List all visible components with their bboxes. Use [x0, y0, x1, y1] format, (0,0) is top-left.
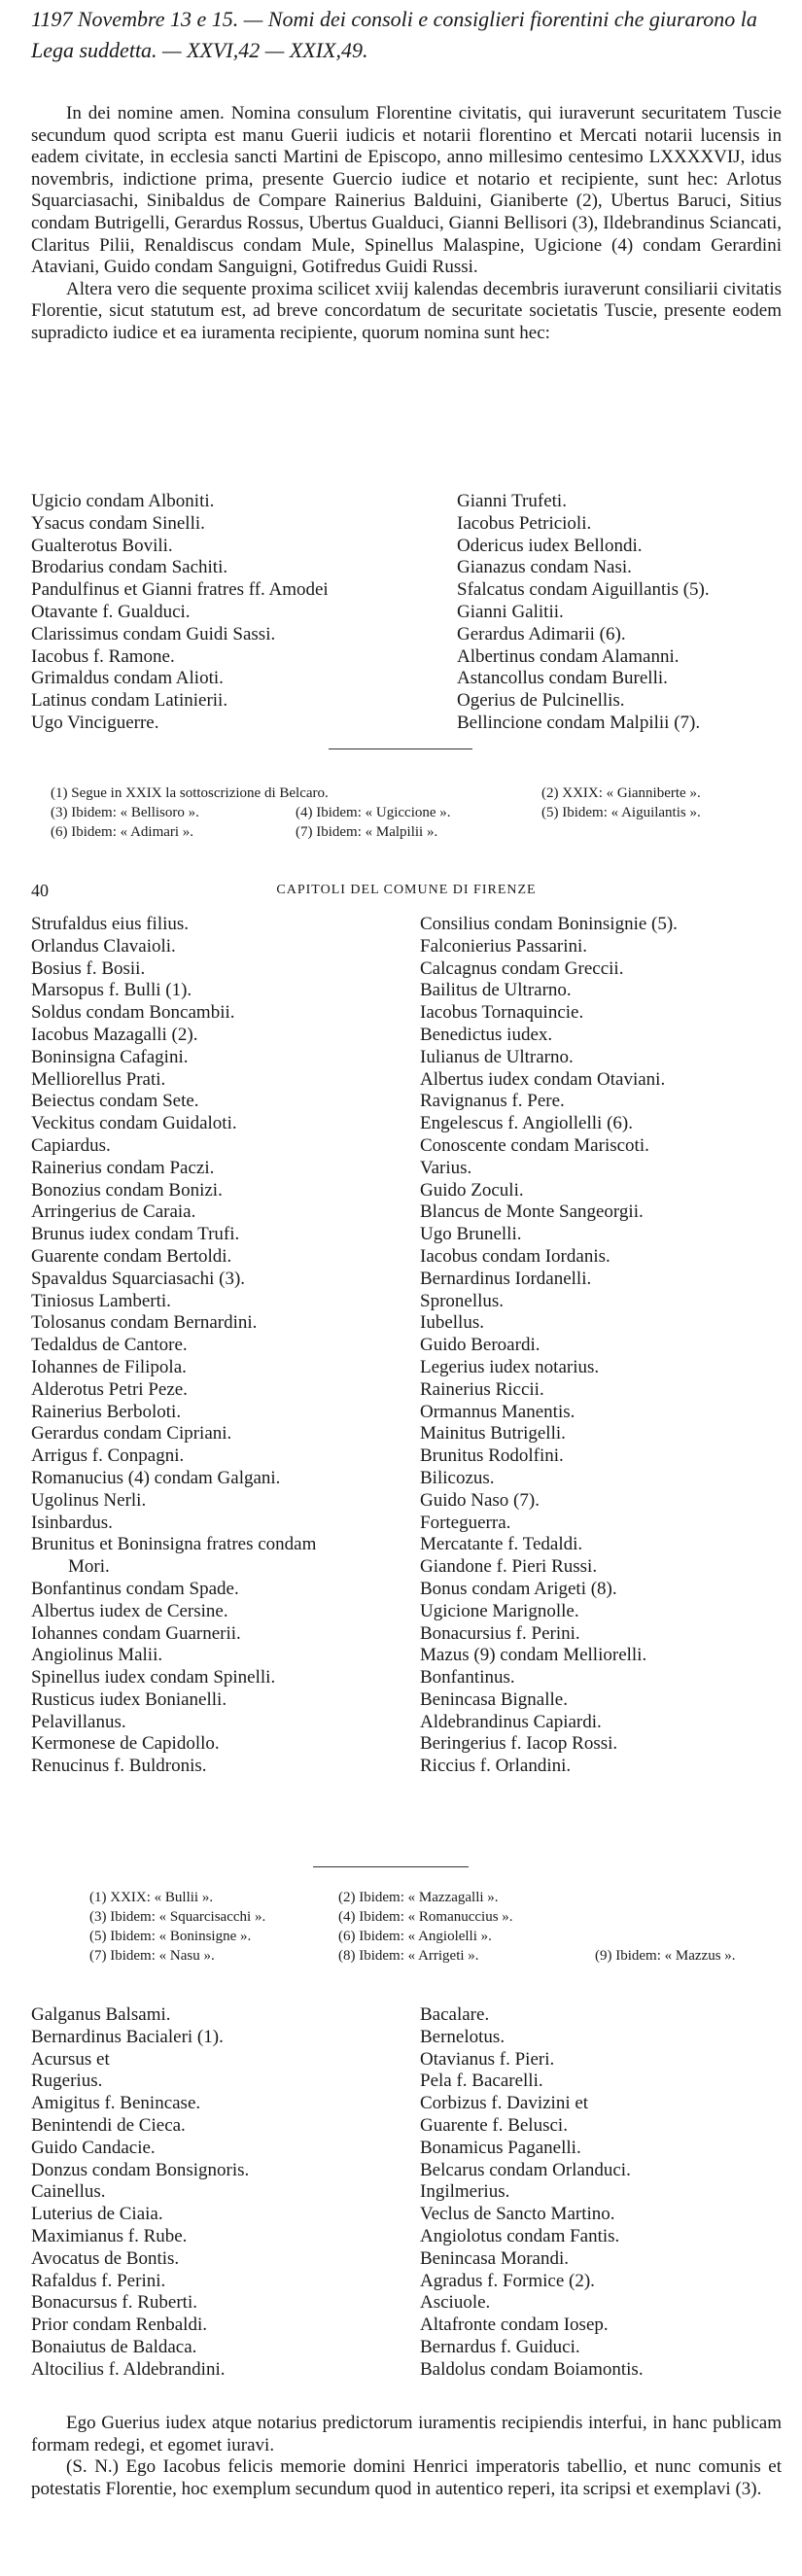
footnote: (7) Ibidem: « Malpilii ».: [296, 824, 438, 840]
name-entry: Altocilius f. Aldebrandini.: [31, 2358, 226, 2380]
name-entry: Soldus condam Boncambii.: [31, 1002, 235, 1024]
footnote-row: [51, 803, 789, 822]
names-column-left: [31, 914, 420, 1778]
name-entry: Mainitus Butrigelli.: [420, 1423, 566, 1445]
name-entry: Bernardus f. Guiduci.: [420, 2336, 580, 2357]
name-entry: Ysacus condam Sinelli.: [31, 512, 205, 534]
intro-paragraph: Altera vero die sequente proxima scilicet xviij kalendas decembris iuraverunt consiliarii civitatis Florentie, sicut statutum est, ad breve concordatum de securitate societatis Tuscie, presente eodem supradicto iudice et ea iuramenta recipiente, quorum nomina sunt hec:: [31, 278, 782, 343]
footnote: (8) Ibidem: « Arrigeti ».: [338, 1948, 479, 1964]
name-entry: Spinellus iudex condam Spinelli.: [31, 1667, 276, 1688]
name-entry: Prior condam Renbaldi.: [31, 2315, 207, 2336]
footnote: (2) XXIX: « Gianniberte ».: [541, 785, 701, 801]
name-entry: Albertus iudex condam Otaviani.: [420, 1068, 666, 1090]
name-entry: Cainellus.: [31, 2181, 106, 2203]
name-entry: Arrigus f. Conpagni.: [31, 1445, 185, 1467]
name-entry: Bailitus de Ultrarno.: [420, 980, 572, 1001]
name-entry: Spronellus.: [420, 1290, 505, 1311]
name-entry: Engelescus f. Angiollelli (6).: [420, 1113, 633, 1134]
names-column-left: [31, 491, 459, 735]
footnote: (4) Ibidem: « Ugiccione ».: [296, 805, 451, 820]
name-entry: Renucinus f. Buldronis.: [31, 1756, 207, 1777]
name-entry: Strufaldus eius filius.: [31, 914, 190, 934]
name-entry: Agradus f. Formice (2).: [420, 2270, 595, 2291]
name-entry: Luterius de Ciaia.: [31, 2204, 163, 2225]
name-entry: Altafronte condam Iosep.: [420, 2315, 609, 2336]
name-entry: Ravignanus f. Pere.: [420, 1091, 565, 1112]
name-entry: Bonozius condam Bonizi.: [31, 1179, 223, 1201]
name-entry: Bilicozus.: [420, 1467, 495, 1488]
running-head: [31, 881, 782, 904]
name-entry: Iacobus f. Ramone.: [31, 645, 175, 667]
name-entry: Mazus (9) condam Melliorelli.: [420, 1645, 647, 1666]
name-entry: Bacalare.: [420, 2004, 490, 2025]
name-entry: Orlandus Clavaioli.: [31, 935, 176, 957]
name-entry: Guido Beroardi.: [420, 1335, 540, 1356]
name-entry: Bernardinus Bacialeri (1).: [31, 2026, 224, 2047]
name-entry: Giandone f. Pieri Russi.: [420, 1556, 598, 1578]
name-entry: Beringerius f. Iacop Rossi.: [420, 1733, 618, 1755]
name-entry: Acursus et: [31, 2048, 110, 2070]
name-entry: Ugo Brunelli.: [420, 1224, 522, 1245]
name-entry: Iohannes de Filipola.: [31, 1356, 187, 1377]
name-entry: Brunitus Rodolfini.: [420, 1445, 564, 1467]
name-entry: Ogerius de Pulcinellis.: [457, 690, 625, 712]
name-entry: Clarissimus condam Guidi Sassi.: [31, 623, 276, 644]
name-entry: Romanucius (4) condam Galgani.: [31, 1467, 281, 1488]
name-entry: Boninsigna Cafagini.: [31, 1046, 189, 1067]
name-entry: Bonfantinus.: [420, 1667, 515, 1688]
name-entry: Guido Zoculi.: [420, 1179, 524, 1201]
name-entry: Grimaldus condam Alioti.: [31, 668, 224, 689]
name-entry: Guarente condam Bertoldi.: [31, 1245, 232, 1267]
name-entry: Tiniosus Lamberti.: [31, 1290, 171, 1311]
name-entry: Falconierius Passarini.: [420, 935, 588, 957]
name-entry: Otavianus f. Pieri.: [420, 2048, 555, 2070]
name-entry: Otavante f. Gualduci.: [31, 601, 191, 622]
name-entry: Pandulfinus et Gianni fratres ff. Amodei: [31, 579, 329, 601]
name-entry: Bonaiutus de Baldaca.: [31, 2336, 197, 2357]
name-entry: Capiardus.: [31, 1134, 111, 1156]
footnotes-1: [51, 783, 789, 842]
name-entry: Gualterotus Bovili.: [31, 535, 173, 556]
name-entry: Mercatante f. Tedaldi.: [420, 1534, 583, 1555]
name-entry: Bellincione condam Malpilii (7).: [457, 712, 701, 733]
name-entry: Galganus Balsami.: [31, 2004, 171, 2025]
intro-text: [31, 103, 782, 345]
name-entry: Conoscente condam Mariscoti.: [420, 1134, 649, 1156]
name-entry: Spavaldus Squarciasachi (3).: [31, 1268, 246, 1289]
footnote-row: [51, 822, 789, 842]
closing-text: [31, 2413, 782, 2500]
name-entry: Riccius f. Orlandini.: [420, 1756, 572, 1777]
name-entry: Rafaldus f. Perini.: [31, 2270, 166, 2291]
name-entry: Iohannes condam Guarnerii.: [31, 1622, 241, 1644]
page-number: 40: [31, 881, 49, 900]
name-entry: Rugerius.: [31, 2071, 103, 2092]
name-entry: Angiolinus Malii.: [31, 1645, 163, 1666]
name-entry: Beiectus condam Sete.: [31, 1091, 199, 1112]
footnote-row: [89, 1946, 789, 1966]
name-entry: Gerardus Adimarii (6).: [457, 623, 626, 644]
name-entry: Pelavillanus.: [31, 1711, 126, 1732]
name-entry: Ugicio condam Alboniti.: [31, 491, 215, 511]
name-entry: Albertinus condam Alamanni.: [457, 645, 680, 667]
footnote: (4) Ibidem: « Romanuccius ».: [338, 1909, 513, 1925]
name-entry: Benincasa Morandi.: [420, 2247, 570, 2269]
name-entry: Pela f. Bacarelli.: [420, 2071, 543, 2092]
names-column-right: [420, 914, 799, 1778]
name-entry: Veckitus condam Guidaloti.: [31, 1113, 237, 1134]
name-entry: Brodarius condam Sachiti.: [31, 557, 228, 578]
name-entry: Donzus condam Bonsignoris.: [31, 2159, 250, 2180]
name-entry: Rainerius Riccii.: [420, 1378, 544, 1400]
name-entry: Ugicione Marignolle.: [420, 1600, 579, 1621]
name-entry: Blancus de Monte Sangeorgii.: [420, 1201, 644, 1223]
name-entry: Guido Naso (7).: [420, 1489, 540, 1511]
name-entry: Iacobus Petricioli.: [457, 512, 592, 534]
name-entry: Belcarus condam Orlanduci.: [420, 2159, 631, 2180]
name-entry: Rainerius Berboloti.: [31, 1401, 182, 1422]
name-entry: Forteguerra.: [420, 1512, 511, 1533]
footnote: (5) Ibidem: « Aiguilantis ».: [541, 805, 701, 820]
name-entry: Iacobus condam Iordanis.: [420, 1245, 610, 1267]
name-entry: Legerius iudex notarius.: [420, 1356, 600, 1377]
name-entry: Aldebrandinus Capiardi.: [420, 1711, 602, 1732]
footnote: (1) XXIX: « Bullii ».: [89, 1890, 214, 1905]
name-entry: Maximianus f. Rube.: [31, 2225, 188, 2246]
name-entry: Angiolotus condam Fantis.: [420, 2225, 620, 2246]
name-entry: Bonfantinus condam Spade.: [31, 1578, 239, 1599]
footnotes-2: [89, 1888, 789, 1966]
name-entry: Gerardus condam Cipriani.: [31, 1423, 232, 1445]
name-entry: Brunus iudex condam Trufi.: [31, 1224, 240, 1245]
document-heading: 1197 Novembre 13 e 15. — Nomi dei consoli e consiglieri fiorentini che giurarono la Lega suddetta. — XXVI,42 — XXIX,49.: [31, 7, 757, 62]
name-entry: Iubellus.: [420, 1312, 484, 1334]
name-entry: Ugolinus Nerli.: [31, 1489, 147, 1511]
name-entry: Odericus iudex Bellondi.: [457, 535, 643, 556]
name-entry: Mori.: [68, 1556, 110, 1578]
footnote-row: [51, 783, 789, 803]
name-entry: Amigitus f. Benincase.: [31, 2093, 201, 2114]
name-entry: Veclus de Sancto Martino.: [420, 2204, 615, 2225]
name-entry: Guido Candacie.: [31, 2137, 156, 2158]
footnote: (1) Segue in XXIX la sottoscrizione di Belcaro.: [51, 785, 329, 801]
footnote-row: [89, 1907, 789, 1927]
intro-paragraph: In dei nomine amen. Nomina consulum Florentine civitatis, qui iuraverunt securitatem Tuscie secundum quod scripta est manu Guerii iudicis et notarii florentino et Mercati notarii lucensis in eadem civitate, in ecclesia sancti Martini de Episcopo, anno millesimo centesimo LXXXXVIJ, idus novembris, indictione prima, presente Guercio iudice et notario et recipiente, sunt hec: Arlotus Squarciasachi, Sinibaldus de Comparе Rainerius Balduini, Gianiberte (2), Ubertus Baruci, Sitius condam Butrigelli, Gerardus Rossus, Ubertus Gualduci, Gianni Bellisori (3), Ildebrandinus Sciancati, Claritus Pilii, Renaldiscus condam Mule, Spinellus Malaspine, Ugicione (4) condam Gerardini Ataviani, Guido condam Sanguigni, Gotifredus Guidi Russi.: [31, 103, 782, 278]
footnote: (3) Ibidem: « Squarcisacchi ».: [89, 1909, 266, 1925]
footnote: (6) Ibidem: « Adimari ».: [51, 824, 194, 840]
name-entry: Asciuole.: [420, 2292, 491, 2314]
closing-paragraph: Ego Guerius iudex atque notarius predictorum iuramentis recipiendis interfui, in hanc publicam formam redegi, et egomet iuravi.: [31, 2413, 782, 2455]
name-entry: Iacobus Mazagalli (2).: [31, 1024, 198, 1045]
name-entry: Tolosanus condam Bernardini.: [31, 1312, 258, 1334]
name-entry: Avocatus de Bontis.: [31, 2247, 180, 2269]
names-column-right: [420, 2004, 799, 2382]
footnote: (9) Ibidem: « Mazzus ».: [595, 1948, 736, 1964]
name-entry: Bernelotus.: [420, 2026, 506, 2047]
footnote-divider: [329, 748, 472, 749]
name-entry: Consilius condam Boninsignie (5).: [420, 914, 678, 934]
name-entry: Rainerius condam Paczi.: [31, 1157, 215, 1178]
running-title: CAPITOLI DEL COMUNE DI FIRENZE: [276, 883, 537, 897]
name-entry: Benincasa Bignalle.: [420, 1688, 568, 1710]
name-entry: Bernardinus Iordanelli.: [420, 1268, 592, 1289]
footnote: (5) Ibidem: « Boninsigne ».: [89, 1929, 252, 1944]
name-entry: Corbizus f. Davizini et: [420, 2093, 589, 2114]
names-column-right: [457, 491, 797, 735]
footnote: (6) Ibidem: « Angiolelli ».: [338, 1929, 492, 1944]
name-entry: Calcagnus condam Greccii.: [420, 957, 624, 979]
name-entry: Benedictus iudex.: [420, 1024, 553, 1045]
name-entry: Ugo Vinciguerre.: [31, 712, 159, 733]
footnote-row: [89, 1888, 789, 1907]
name-entry: Brunitus et Boninsigna fratres condam: [31, 1534, 317, 1555]
name-entry: Alderotus Petri Peze.: [31, 1378, 188, 1400]
name-entry: Gianazus condam Nasi.: [457, 557, 632, 578]
name-entry: Bonus condam Arigeti (8).: [420, 1578, 617, 1599]
name-entry: Varius.: [420, 1157, 472, 1178]
name-entry: Latinus condam Latinierii.: [31, 690, 228, 712]
name-entry: Bonamicus Paganelli.: [420, 2137, 581, 2158]
name-entry: Ormannus Manentis.: [420, 1401, 575, 1422]
name-entry: Rusticus iudex Bonianelli.: [31, 1688, 227, 1710]
footnote-divider: [313, 1866, 469, 1867]
footnote: (2) Ibidem: « Mazzagalli ».: [338, 1890, 499, 1905]
footnote-row: [89, 1927, 789, 1946]
name-entry: Gianni Trufeti.: [457, 491, 567, 511]
name-entry: Marsopus f. Bulli (1).: [31, 980, 192, 1001]
name-entry: Tedaldus de Cantore.: [31, 1335, 188, 1356]
name-entry: Sfalcatus condam Aiguillantis (5).: [457, 579, 710, 601]
footnote: (3) Ibidem: « Bellisoro ».: [51, 805, 199, 820]
name-entry: Albertus iudex de Cersine.: [31, 1600, 228, 1621]
name-entry: Arringerius de Caraia.: [31, 1201, 196, 1223]
name-entry: Melliorellus Prati.: [31, 1068, 166, 1090]
name-entry: Bonacursus f. Ruberti.: [31, 2292, 197, 2314]
name-entry: Iulianus de Ultrarno.: [420, 1046, 574, 1067]
name-entry: Kermonese de Capidollo.: [31, 1733, 220, 1755]
name-entry: Isinbardus.: [31, 1512, 113, 1533]
name-entry: Benintendi de Cieca.: [31, 2114, 186, 2136]
name-entry: Bosius f. Bosii.: [31, 957, 146, 979]
name-entry: Gianni Galitii.: [457, 601, 564, 622]
closing-paragraph: (S. N.) Ego Iacobus felicis memorie domini Henrici imperatoris tabellio, et nunc comunis et potestatis Florentie, hoc exemplum secundum quod in autentico reperi, ita scripsi et exemplavi (3).: [31, 2456, 782, 2499]
name-entry: Baldolus condam Boiamontis.: [420, 2358, 644, 2380]
names-column-left: [31, 2004, 420, 2382]
name-entry: Guarente f. Belusci.: [420, 2114, 568, 2136]
name-entry: Iacobus Tornaquincie.: [420, 1002, 584, 1024]
name-entry: Astancollus condam Burelli.: [457, 668, 668, 689]
name-entry: Bonacursius f. Perini.: [420, 1622, 580, 1644]
footnote: (7) Ibidem: « Nasu ».: [89, 1948, 215, 1964]
name-entry: Ingilmerius.: [420, 2181, 510, 2203]
